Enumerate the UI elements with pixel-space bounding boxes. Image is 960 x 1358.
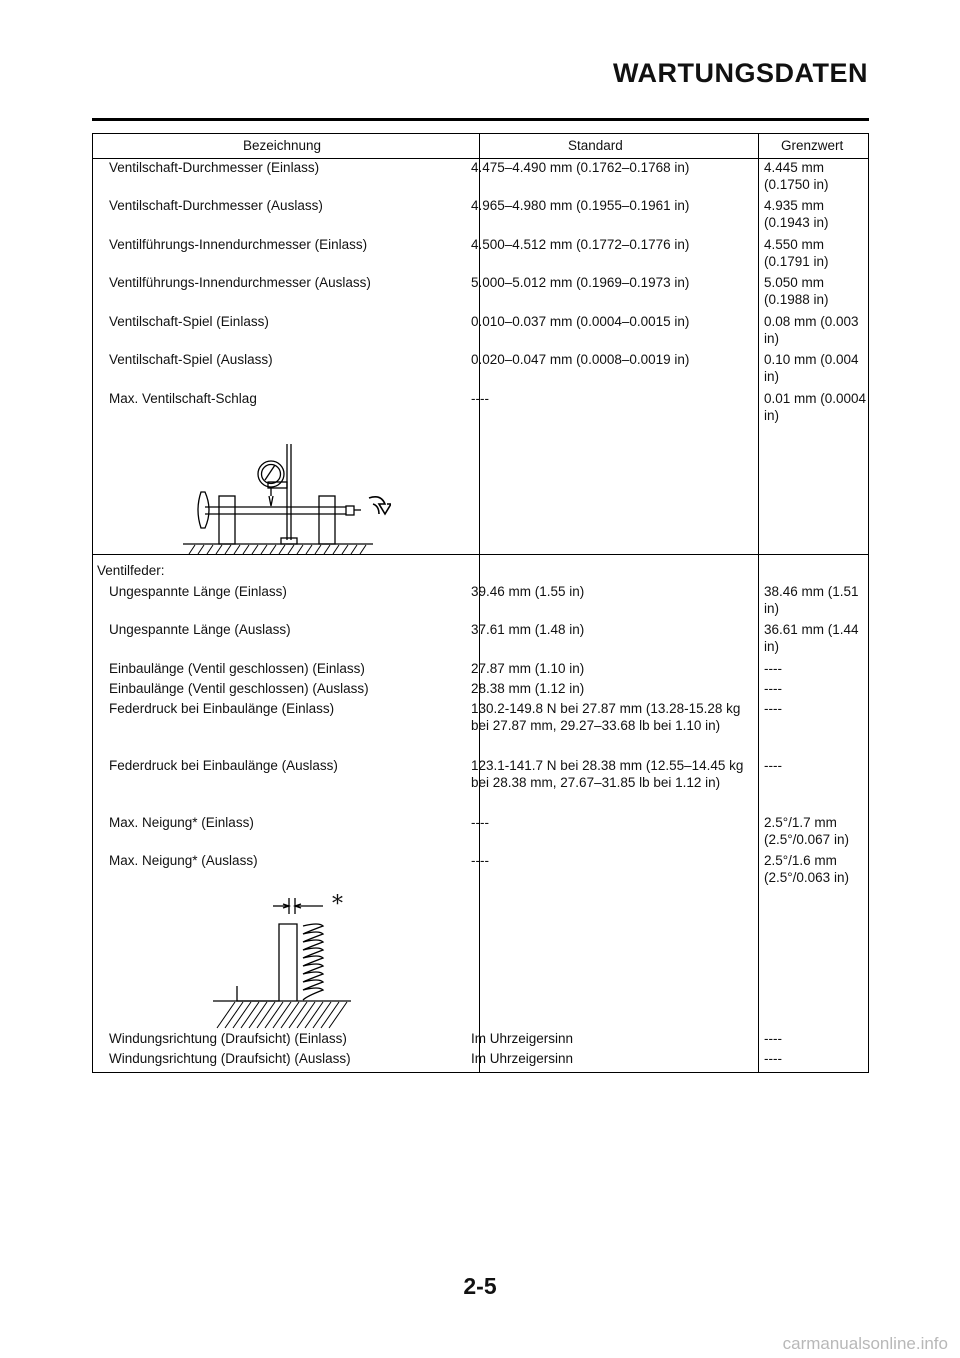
row-limit: 36.61 mm (1.44 in): [764, 622, 859, 654]
column-divider: [758, 134, 759, 1072]
watermark: carmanualsonline.info: [782, 1334, 948, 1353]
row-standard: 0.010–0.037 mm (0.0004–0.0015 in): [471, 314, 690, 329]
col-header-name: Bezeichnung: [243, 138, 322, 153]
row-name: Federdruck bei Einbaulänge (Auslass): [109, 758, 338, 773]
row-limit: 4.445 mm (0.1750 in): [764, 160, 829, 192]
row-standard: ----: [471, 853, 489, 868]
row-name: Max. Neigung* (Auslass): [109, 853, 258, 868]
page-title: WARTUNGSDATEN: [613, 58, 868, 88]
row-name: Einbaulänge (Ventil geschlossen) (Auslass): [109, 681, 369, 696]
row-standard: 39.46 mm (1.55 in): [471, 584, 585, 599]
row-limit: 2.5°/1.6 mm (2.5°/0.063 in): [764, 853, 849, 885]
row-standard: Im Uhrzeigersinn: [471, 1031, 574, 1046]
row-name: Ventilschaft-Spiel (Auslass): [109, 352, 273, 367]
row-standard: 4.475–4.490 mm (0.1762–0.1768 in): [471, 160, 690, 175]
spec-table: [92, 133, 869, 1073]
page-number: 2-5: [463, 1273, 497, 1299]
row-name: Einbaulänge (Ventil geschlossen) (Einlass): [109, 661, 365, 676]
row-limit: ----: [764, 661, 782, 676]
row-limit: ----: [764, 1031, 782, 1046]
row-name: Ventilführungs-Innendurchmesser (Auslass): [109, 275, 371, 290]
row-name: Max. Neigung* (Einlass): [109, 815, 254, 830]
row-name: Max. Ventilschaft-Schlag: [109, 391, 257, 406]
row-standard: 123.1-141.7 N bei 28.38 mm (12.55–14.45 kg bei 28.38 mm, 27.67–31.85 lb bei 1.12 in): [471, 758, 744, 790]
row-limit: ----: [764, 701, 782, 716]
col-header-standard: Standard: [568, 138, 623, 153]
row-name: Ventilschaft-Durchmesser (Einlass): [109, 160, 320, 175]
row-name: Ventilschaft-Durchmesser (Auslass): [109, 198, 323, 213]
row-name: Ventilschaft-Spiel (Einlass): [109, 314, 269, 329]
row-standard: 4.965–4.980 mm (0.1955–0.1961 in): [471, 198, 690, 213]
row-limit: 38.46 mm (1.51 in): [764, 584, 859, 616]
row-name: Windungsrichtung (Draufsicht) (Einlass): [109, 1031, 347, 1046]
row-limit: ----: [764, 758, 782, 773]
row-standard: 0.020–0.047 mm (0.0008–0.0019 in): [471, 352, 690, 367]
row-limit: ----: [764, 1051, 782, 1066]
row-name: Ungespannte Länge (Auslass): [109, 622, 291, 637]
col-header-limit: Grenzwert: [781, 138, 844, 153]
title-rule: [92, 118, 869, 121]
row-standard: 28.38 mm (1.12 in): [471, 681, 585, 696]
row-limit: 4.935 mm (0.1943 in): [764, 198, 829, 230]
row-standard: Im Uhrzeigersinn: [471, 1051, 574, 1066]
row-standard: 4.500–4.512 mm (0.1772–0.1776 in): [471, 237, 690, 252]
row-name: Ventilführungs-Innendurchmesser (Einlass): [109, 237, 368, 252]
row-name: Ungespannte Länge (Einlass): [109, 584, 287, 599]
row-standard: 5.000–5.012 mm (0.1969–0.1973 in): [471, 275, 690, 290]
valve-runout-illustration: [181, 434, 391, 556]
row-standard: 37.61 mm (1.48 in): [471, 622, 585, 637]
row-name: Federdruck bei Einbaulänge (Einlass): [109, 701, 335, 716]
section-label: Ventilfeder:: [97, 563, 165, 578]
row-limit: 4.550 mm (0.1791 in): [764, 237, 829, 269]
row-standard: ----: [471, 391, 489, 406]
table-header: [93, 134, 868, 159]
row-limit: 0.10 mm (0.004 in): [764, 352, 859, 384]
row-standard: 130.2-149.8 N bei 27.87 mm (13.28-15.28 kg bei 27.87 mm, 29.27–33.68 lb bei 1.10 in): [471, 701, 741, 733]
row-standard: 27.87 mm (1.10 in): [471, 661, 585, 676]
row-limit: 0.08 mm (0.003 in): [764, 314, 859, 346]
row-name: Windungsrichtung (Draufsicht) (Auslass): [109, 1051, 351, 1066]
row-limit: 2.5°/1.7 mm (2.5°/0.067 in): [764, 815, 849, 847]
tilt-marker: *: [332, 892, 343, 917]
row-standard: ----: [471, 815, 489, 830]
row-limit: ----: [764, 681, 782, 696]
row-limit: 5.050 mm (0.1988 in): [764, 275, 829, 307]
row-limit: 0.01 mm (0.0004 in): [764, 391, 867, 423]
